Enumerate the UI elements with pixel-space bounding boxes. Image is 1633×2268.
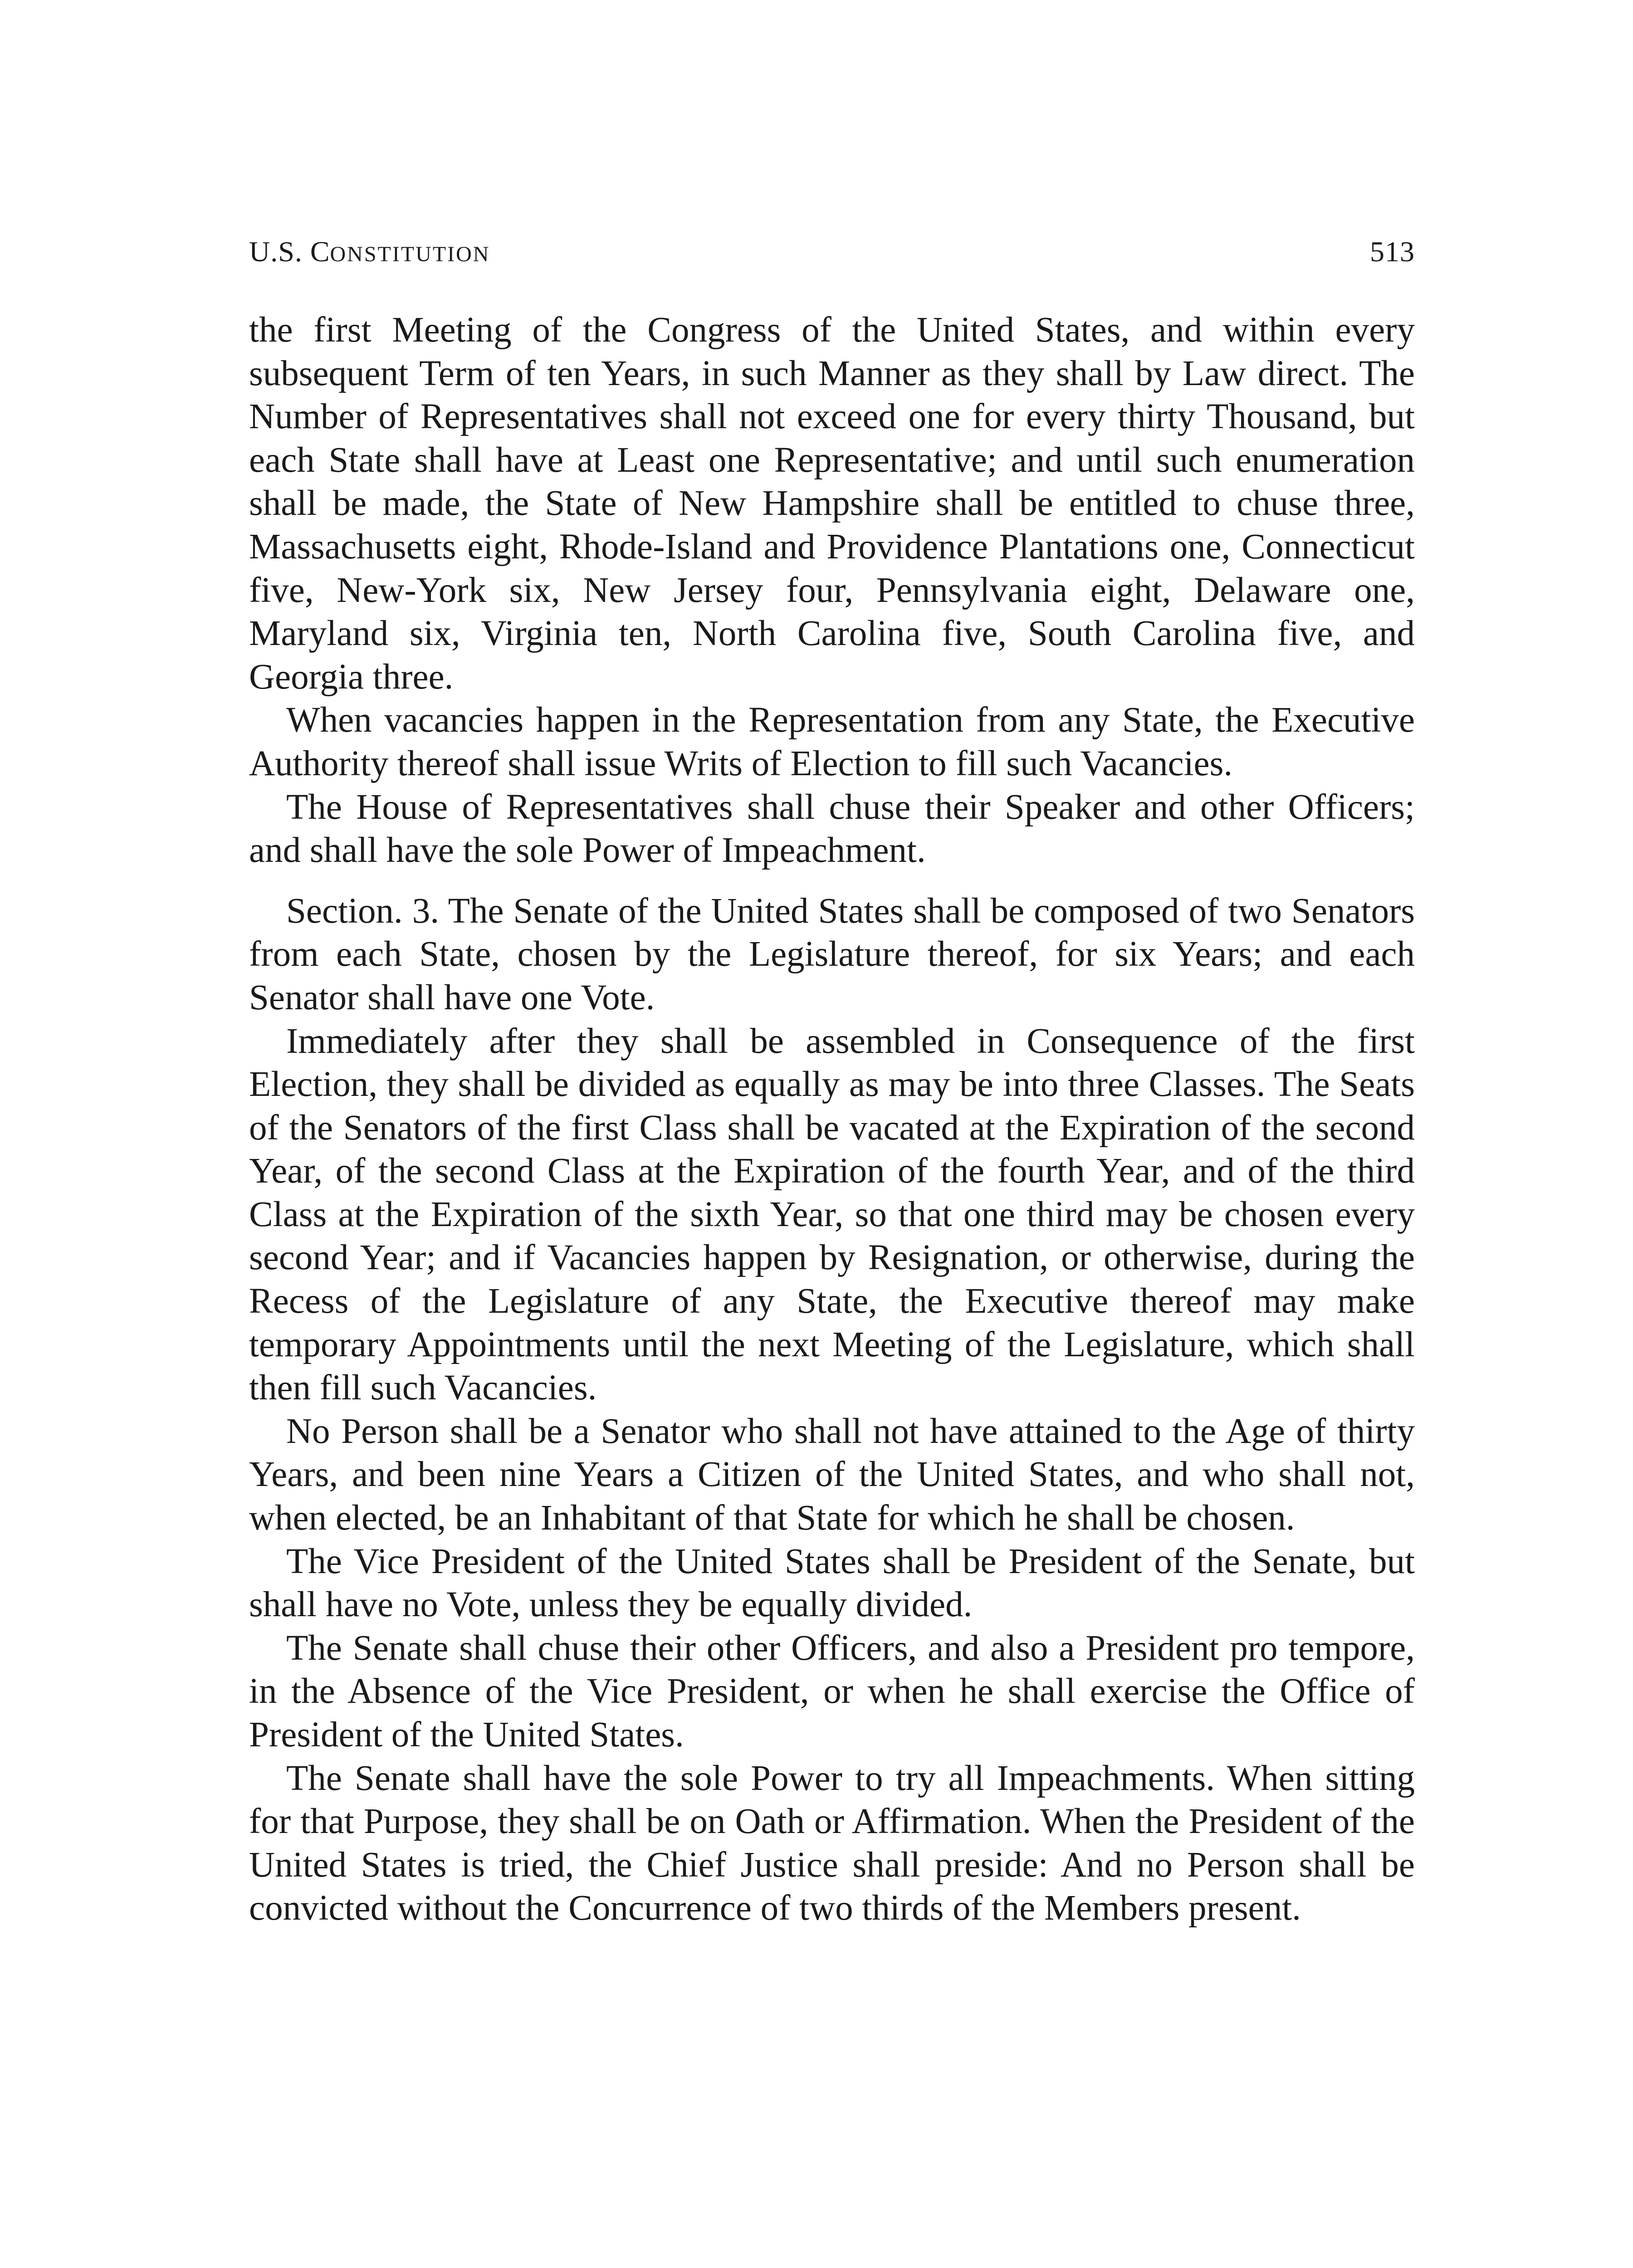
paragraph-continued-apportionment: the first Meeting of the Congress of the United States, and within every subsequent Term of ten Years, in such Manner as they shall by Law direct. The Number of Representatives shall not exceed one for every thirty Thousand, but each State shall have at Least one Representative; and until such enumeration shall be made, the State of New Hampshire shall be entitled to chuse three, Massachusetts eight, Rhode-Island and Providence Plantations one, Connecticut five, New-York six, New Jersey four, Pennsylvania eight, Delaware one, Maryland six, Virginia ten, North Carolina five, South Carolina five, and Georgia three. (249, 310, 1415, 697)
paragraph-senator-qualifications: No Person shall be a Senator who shall not have attained to the Age of thirty Years, and been nine Years a Citizen of the United States, and who shall not, when elected, be an Inhabitant of that State for which he shall be chosen. (249, 1411, 1415, 1538)
running-title (249, 227, 490, 279)
paragraph-vice-president: The Vice President of the United States shall be President of the Senate, but shall have no Vote, unless they be equally divided. (249, 1541, 1415, 1625)
paragraph-vacancies: When vacancies happen in the Representation from any State, the Executive Authority thereof shall issue Writs of Election to fill such Vacancies. (249, 700, 1415, 783)
page-number: 513 (1370, 235, 1415, 268)
paragraph-senate-officers: The Senate shall chuse their other Officers, and also a President pro tempore, in the Absence of the Vice President, or when he shall exercise the Office of President of the United States. (249, 1628, 1415, 1755)
paragraph-senate-classes: Immediately after they shall be assembled in Consequence of the first Election, they shall be divided as equally as may be into three Classes. The Seats of the Senators of the first Class shall be vacated at the Expiration of the second Year, of the second Class at the Expiration of the fourth Year, and of the third Class at the Expiration of the sixth Year, so that one third may be chosen every second Year; and if Vacancies happen by Resignation, or otherwise, during the Recess of the Legislature of any State, the Executive thereof may make temporary Appointments until the next Meeting of the Legislature, which shall then fill such Vacancies. (249, 1021, 1415, 1408)
paragraph-house-speaker: The House of Representatives shall chuse their Speaker and other Officers; and shall have the sole Power of Impeachment. (249, 787, 1415, 870)
paragraph-impeachment-trials: The Senate shall have the sole Power to try all Impeachments. When sitting for that Purpose, they shall be on Oath or Affirmation. When the President of the United States is tried, the Chief Justice shall preside: And no Person shall be convicted without the Concurrence of two thirds of the Members present. (249, 1758, 1415, 1928)
paragraph-section-3: Section. 3. The Senate of the United States shall be composed of two Senators from each State, chosen by the Legislature thereof, for six Years; and each Senator shall have one Vote. (249, 891, 1415, 1017)
running-header (249, 227, 1415, 277)
running-title-smallcaps: ONSTITUTION (330, 242, 490, 266)
running-title-initial: U.S. C (249, 235, 330, 268)
body-text (249, 308, 1415, 1930)
